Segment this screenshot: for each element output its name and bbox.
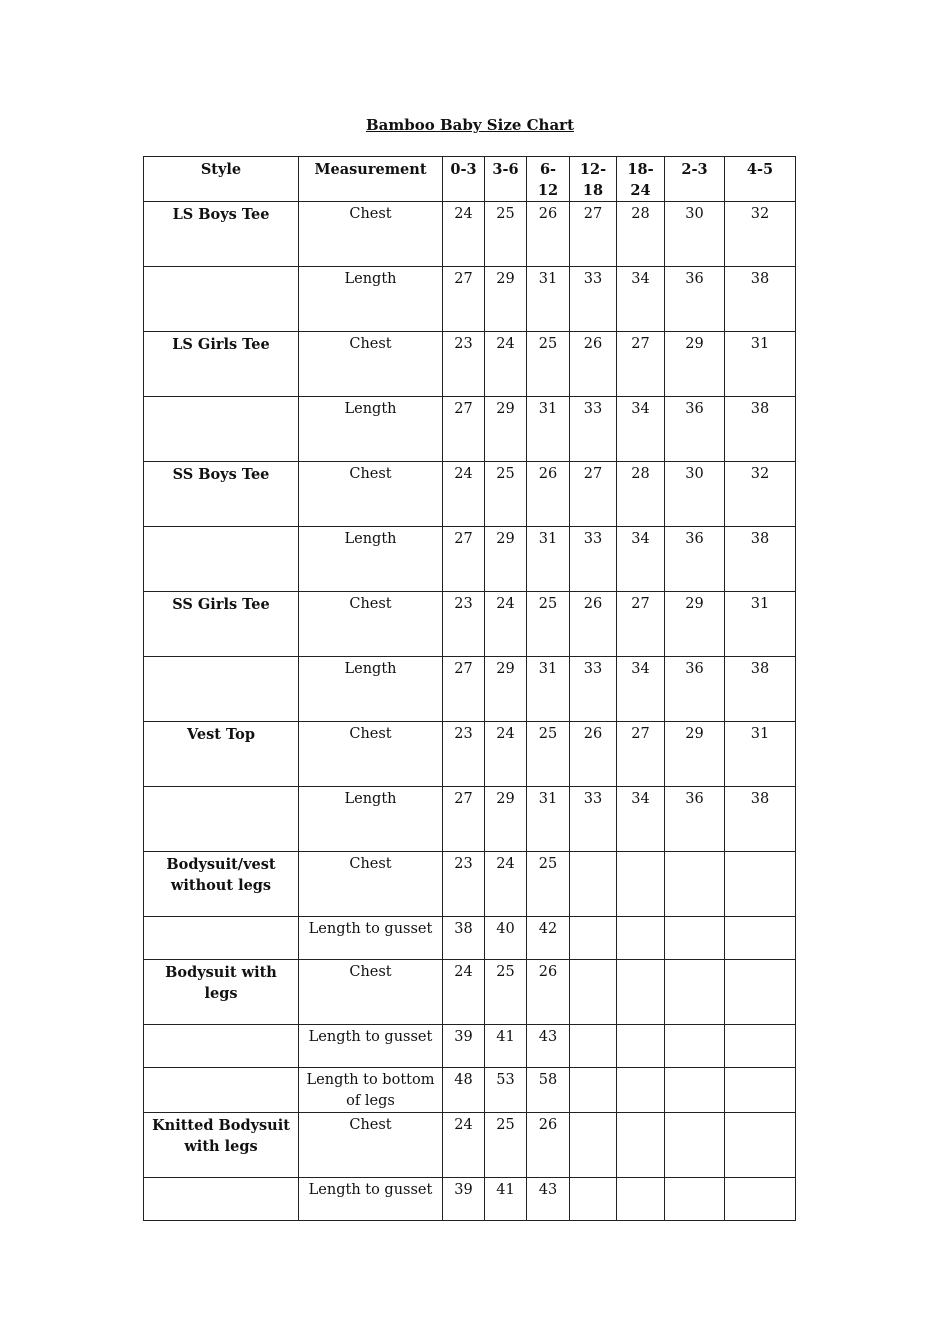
size-value-cell: 29 [485,267,527,332]
size-value-cell: 27 [570,462,617,527]
measurement-cell: Length [299,657,443,722]
size-value-cell [725,1178,796,1221]
size-value-cell [725,960,796,1025]
size-value-cell: 25 [485,1113,527,1178]
size-value-cell: 24 [485,332,527,397]
size-value-cell: 27 [443,657,485,722]
size-value-cell [665,917,725,960]
size-value-cell: 33 [570,657,617,722]
size-value-cell: 31 [725,722,796,787]
size-value-cell: 34 [617,527,665,592]
size-value-cell [617,1025,665,1068]
size-value-cell [570,1178,617,1221]
size-value-cell [725,1113,796,1178]
size-value-cell [725,1068,796,1113]
size-value-cell [665,960,725,1025]
table-row [144,917,796,960]
size-value-cell: 33 [570,267,617,332]
size-value-cell [617,1068,665,1113]
size-value-cell: 24 [485,592,527,657]
header-size-3-6: 3-6 [485,157,527,202]
size-value-cell [665,1113,725,1178]
measurement-cell: Chest [299,332,443,397]
size-value-cell: 36 [665,527,725,592]
size-value-cell: 24 [443,960,485,1025]
size-value-cell: 32 [725,462,796,527]
style-cell: LS Girls Tee [144,332,299,397]
size-value-cell: 24 [443,462,485,527]
style-cell: Bodysuit with legs [144,960,299,1025]
style-cell: SS Boys Tee [144,462,299,527]
size-value-cell: 39 [443,1178,485,1221]
table-row [144,722,796,787]
size-value-cell: 25 [527,722,570,787]
size-value-cell: 58 [527,1068,570,1113]
header-size-6-12: 6- 12 [527,157,570,202]
size-value-cell: 24 [443,202,485,267]
table-row [144,527,796,592]
size-value-cell: 29 [485,787,527,852]
table-row [144,1068,796,1113]
size-value-cell: 31 [527,397,570,462]
size-value-cell: 27 [617,722,665,787]
size-value-cell [570,960,617,1025]
table-row [144,592,796,657]
size-value-cell [725,1025,796,1068]
size-value-cell: 26 [527,1113,570,1178]
size-value-cell: 24 [443,1113,485,1178]
size-value-cell: 30 [665,202,725,267]
measurement-cell: Length to bottom of legs [299,1068,443,1113]
size-value-cell: 31 [527,657,570,722]
size-value-cell: 43 [527,1025,570,1068]
size-value-cell: 23 [443,332,485,397]
table-row [144,787,796,852]
size-value-cell [617,917,665,960]
header-size-12-18: 12- 18 [570,157,617,202]
table-row [144,267,796,332]
style-cell: LS Boys Tee [144,202,299,267]
header-size-18-24: 18- 24 [617,157,665,202]
measurement-cell: Chest [299,722,443,787]
size-value-cell: 30 [665,462,725,527]
size-value-cell: 34 [617,787,665,852]
size-value-cell: 29 [485,657,527,722]
size-value-cell: 36 [665,267,725,332]
document-title: Bamboo Baby Size Chart [365,116,575,134]
size-value-cell: 25 [485,202,527,267]
size-value-cell: 53 [485,1068,527,1113]
size-value-cell [570,1025,617,1068]
size-value-cell [617,960,665,1025]
size-value-cell: 23 [443,852,485,917]
measurement-cell: Length [299,397,443,462]
style-cell [144,657,299,722]
table-row [144,397,796,462]
measurement-cell: Chest [299,592,443,657]
size-value-cell: 27 [443,787,485,852]
size-value-cell: 33 [570,787,617,852]
size-value-cell: 31 [725,332,796,397]
measurement-cell: Length [299,787,443,852]
size-value-cell: 38 [725,397,796,462]
size-value-cell [570,852,617,917]
table-row [144,657,796,722]
table-row [144,1178,796,1221]
size-value-cell: 26 [570,722,617,787]
size-value-cell: 26 [527,462,570,527]
size-value-cell [725,852,796,917]
table-row [144,1113,796,1178]
size-value-cell: 31 [527,267,570,332]
measurement-cell: Length to gusset [299,1025,443,1068]
style-cell [144,1068,299,1113]
measurement-cell: Length to gusset [299,917,443,960]
size-value-cell: 26 [527,202,570,267]
size-value-cell: 27 [570,202,617,267]
size-value-cell: 32 [725,202,796,267]
measurement-cell: Chest [299,852,443,917]
size-value-cell: 26 [570,332,617,397]
table-row [144,202,796,267]
size-value-cell [617,852,665,917]
size-value-cell: 36 [665,787,725,852]
style-cell [144,527,299,592]
size-value-cell: 24 [485,722,527,787]
size-value-cell: 41 [485,1025,527,1068]
style-cell [144,787,299,852]
header-size-0-3: 0-3 [443,157,485,202]
measurement-cell: Chest [299,1113,443,1178]
table-header-row [144,157,796,202]
measurement-cell: Length to gusset [299,1178,443,1221]
style-cell [144,1025,299,1068]
size-value-cell: 27 [443,527,485,592]
size-value-cell: 25 [527,852,570,917]
style-cell: Bodysuit/vest without legs [144,852,299,917]
size-value-cell: 29 [665,332,725,397]
size-chart-table [143,156,796,1221]
size-value-cell: 31 [725,592,796,657]
measurement-cell: Length [299,527,443,592]
header-style: Style [144,157,299,202]
size-value-cell: 27 [617,592,665,657]
measurement-cell: Length [299,267,443,332]
size-value-cell: 34 [617,657,665,722]
table-row [144,960,796,1025]
size-value-cell [617,1113,665,1178]
size-value-cell [725,917,796,960]
size-value-cell: 39 [443,1025,485,1068]
size-value-cell: 31 [527,787,570,852]
size-value-cell [665,1068,725,1113]
style-cell: SS Girls Tee [144,592,299,657]
measurement-cell: Chest [299,960,443,1025]
size-value-cell: 25 [527,332,570,397]
size-value-cell [617,1178,665,1221]
size-value-cell: 28 [617,202,665,267]
table-row [144,1025,796,1068]
size-value-cell: 28 [617,462,665,527]
size-value-cell: 33 [570,527,617,592]
style-cell: Knitted Bodysuit with legs [144,1113,299,1178]
size-value-cell: 34 [617,397,665,462]
size-value-cell: 25 [527,592,570,657]
size-value-cell [665,852,725,917]
size-value-cell: 43 [527,1178,570,1221]
size-value-cell: 40 [485,917,527,960]
style-cell [144,397,299,462]
size-value-cell: 23 [443,722,485,787]
size-value-cell: 29 [485,397,527,462]
size-value-cell: 29 [665,592,725,657]
size-value-cell: 38 [443,917,485,960]
table-row [144,462,796,527]
size-value-cell: 29 [485,527,527,592]
size-value-cell: 27 [443,397,485,462]
size-value-cell: 38 [725,787,796,852]
size-value-cell: 38 [725,527,796,592]
size-value-cell [665,1025,725,1068]
table-row [144,332,796,397]
style-cell [144,917,299,960]
size-value-cell [665,1178,725,1221]
size-value-cell: 27 [443,267,485,332]
size-value-cell [570,1113,617,1178]
header-size-4-5: 4-5 [725,157,796,202]
size-value-cell: 38 [725,657,796,722]
size-value-cell: 25 [485,960,527,1025]
style-cell: Vest Top [144,722,299,787]
size-value-cell: 48 [443,1068,485,1113]
measurement-cell: Chest [299,202,443,267]
size-value-cell: 25 [485,462,527,527]
size-value-cell [570,917,617,960]
size-value-cell: 36 [665,397,725,462]
size-value-cell: 26 [527,960,570,1025]
size-value-cell: 27 [617,332,665,397]
size-value-cell: 23 [443,592,485,657]
size-value-cell: 38 [725,267,796,332]
size-value-cell: 34 [617,267,665,332]
measurement-cell: Chest [299,462,443,527]
size-value-cell: 42 [527,917,570,960]
size-value-cell: 36 [665,657,725,722]
style-cell [144,1178,299,1221]
size-value-cell: 24 [485,852,527,917]
table-row [144,852,796,917]
size-value-cell: 41 [485,1178,527,1221]
size-value-cell: 26 [570,592,617,657]
size-value-cell [570,1068,617,1113]
size-value-cell: 33 [570,397,617,462]
size-value-cell: 29 [665,722,725,787]
header-size-2-3: 2-3 [665,157,725,202]
header-measurement: Measurement [299,157,443,202]
style-cell [144,267,299,332]
size-value-cell: 31 [527,527,570,592]
